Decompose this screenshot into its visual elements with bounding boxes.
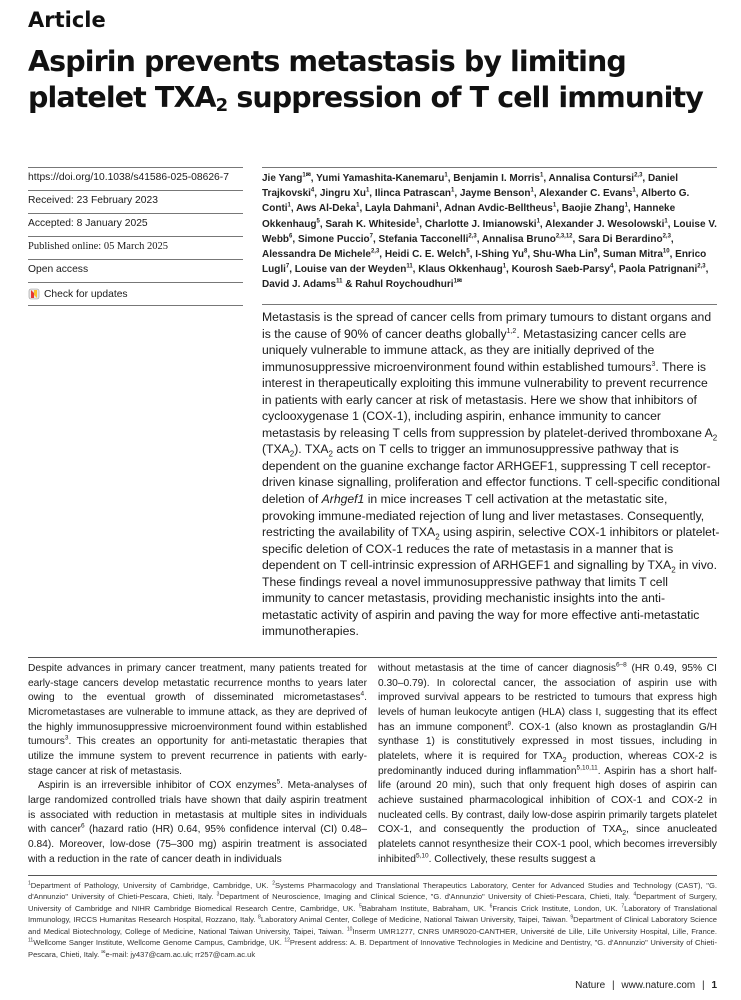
- abstract-text: Metastasis is the spread of cancer cells from primary tumours to distant organs and is the cause of 90% of cancer deaths globally$^{1,2}$. Metastasizing cancer cells are uniquely vulnerable to immune attack, as they are initially deprived of the immunosuppressive microenvironment found within established tumours$^3$. There is interest in therapeutically exploiting this immune vulnerability to prevent recurrence in patients with early cancer at risk of metastasis. Here we show that inhibitors of cyclooxygenase 1 (COX-1), including aspirin, enhance immunity to cancer metastasis by releasing T cells from suppression by platelet-derived thromboxane $A_2$ $(TXA_2)$. $TXA_2$ acts on T cells to trigger an immunosuppressive pathway that is dependent on the guanine exchange factor ARHGEF1, suppressing T cell receptor-driven kinase signalling, proliferation and effector functions. T cell-specific conditional deletion of Arhgef1 in mice increases T cell activation at the metastatic site, provoking immune-mediated rejection of lung and liver metastases. Consequently, restricting the availability of $TXA_2$ using aspirin, selective COX-1 inhibitors or platelet-specific deletion of COX-1 reduces the rate of metastasis in a manner that is dependent on T cell-intrinsic expression of ARHGEF1 and signalling by $TXA_2$ in vivo. These findings reveal a novel immunosuppressive pathway that limits T cell immunity to cancer metastasis, providing mechanistic insights into the anti-metastatic activity of aspirin and paving the way for more effective anti-metastatic immunotherapies.: [262, 310, 720, 639]
- affiliation-text: Department of Clinical Laboratory Science and Medical Biotechnology, College of Medicine, National Taiwan University, Taipei, Taiwan.: [28, 915, 717, 936]
- affiliation-text: Department of Surgery, University of Cambridge and NIHR Cambridge Biomedical Research Centre, Cambridge, UK.: [28, 892, 717, 913]
- journal-name: Nature: [575, 980, 606, 991]
- author-name[interactable]: Ilinca Patrascan: [374, 188, 452, 200]
- author-name[interactable]: Aws Al-Deka: [296, 203, 357, 215]
- accepted-date: Accepted: 8 January 2025: [28, 213, 243, 236]
- affiliations: [28, 880, 717, 960]
- journal-url[interactable]: www.nature.com: [621, 980, 696, 991]
- body-paragraph: Aspirin is an irreversible inhibitor of COX enzymes$^5$. Meta-analyses of large randomized controlled trials have shown that daily aspirin treatment is associated with reduction in metastasis at multiple sites in individuals with cancer$^6$ (hazard ratio (HR) 0.64, 95% confidence interval (CI) 0.48–0.84). Moreover, low-dose (75–300 mg) aspirin treatment is associated with a reduction in the rate of cancer death in individuals: [28, 778, 367, 865]
- author-name[interactable]: Suman Mitra: [602, 249, 663, 261]
- doi-link[interactable]: https://doi.org/10.1038/s41586-025-08626-7: [28, 167, 243, 190]
- title-line-1: Aspirin prevents metastasis by limiting: [28, 45, 626, 78]
- author-name[interactable]: Yumi Yamashita-Kanemaru: [316, 173, 445, 184]
- author-name[interactable]: Sarah K. Whiteside: [325, 218, 416, 230]
- affiliation-number: 2: [272, 880, 275, 887]
- author-name[interactable]: Stefania Tacconelli: [378, 233, 469, 245]
- author-list: Jie Yang$^{1✉}$, Yumi Yamashita-Kanemaru$^1$, Benjamin I. Morris$^1$, Annalisa Contursi$^{2,3}$, Daniel Trajkovski$^4$, Jingru Xu$^1$, Ilinca Patrascan$^1$, Jayme Benson$^1$, Alexander C. Evans$^1$, Alberto G. Conti$^1$, Aws Al-Deka$^1$, Layla Dahmani$^1$, Adnan Avdic-Belltheus$^1$, Baojie Zhang$^1$, Hanneke Okkenhaug$^5$, Sarah K. Whiteside$^1$, Charlotte J. Imianowski$^1$, Alexander J. Wesolowski$^1$, Louise V. Webb$^6$, Simone Puccio$^7$, Stefania Tacconelli$^{2,3}$, Annalisa Bruno$^{2,3,12}$, Sara Di Berardino$^{2,3}$, Alessandra De Michele$^{2,3}$, Heidi C. E. Welch$^5$, I-Shing Yu$^8$, Shu-Wha Lin$^9$, Suman Mitra$^{10}$, Enrico Lugli$^7$, Louise van der Weyden$^{11}$, Klaus Okkenhaug$^1$, Kourosh Saeb-Parsy$^4$, Paola Patrignani$^{2,3}$, David J. Adams$^{11}$ & Rahul Roychoudhuri$^{1✉}$: [262, 167, 717, 293]
- affiliation-number: 8: [258, 914, 261, 921]
- author-name[interactable]: Paola Patrignani: [618, 264, 698, 276]
- author-joiner: &: [342, 279, 356, 291]
- author-affiliation-ref: 1: [444, 172, 448, 179]
- affiliation-number: ✉: [101, 949, 106, 956]
- affiliation-text: Systems Pharmacology and Translational Therapeutics Laboratory, Center for Advanced Studies and Technology (CAST), "G. d'Annunzio" University of Chieti-Pescara, Chieti, Italy.: [28, 881, 717, 902]
- author-affiliation-ref: 6: [289, 233, 293, 240]
- author-affiliation-ref: 9: [593, 248, 598, 255]
- page-footer: [575, 980, 717, 991]
- author-affiliation-ref: 2,3: [662, 233, 671, 240]
- author-name[interactable]: Benjamin I. Morris: [453, 173, 540, 184]
- author-name[interactable]: Jie Yang: [262, 173, 303, 184]
- page-number: 1: [711, 980, 717, 991]
- author-affiliation-ref: 5: [466, 248, 470, 255]
- author-affiliation-ref: 1: [539, 172, 544, 179]
- affiliation-number: 6: [489, 903, 493, 910]
- affiliation-number: 9: [570, 914, 574, 921]
- affiliation-text: Department of Pathology, University of Cambridge, Cambridge, UK.: [30, 881, 273, 890]
- author-affiliation-ref: 1: [356, 203, 360, 210]
- affiliation-text: Babraham Institute, Babraham, UK.: [361, 903, 490, 913]
- received-date: Received: 23 February 2023: [28, 190, 243, 213]
- author-affiliation-ref: 1: [536, 218, 540, 225]
- article-type-label: Article: [28, 8, 106, 32]
- affiliation-number: 4: [633, 891, 637, 898]
- author-affiliation-ref: 2,3,12: [555, 233, 573, 240]
- affiliation-number: 12: [284, 937, 290, 944]
- abstract-divider: [28, 657, 717, 658]
- author-affiliation-ref: 1: [632, 187, 636, 194]
- check-for-updates-label: Check for updates: [44, 288, 128, 300]
- author-affiliation-ref: 11: [406, 263, 413, 270]
- footer-divider: |: [702, 980, 705, 991]
- author-name[interactable]: Charlotte J. Imianowski: [424, 218, 537, 230]
- title-line-2: platelet $TXA_2$ suppression of T cell immunity: [28, 81, 703, 116]
- author-affiliation-ref: 7: [369, 233, 373, 240]
- author-name[interactable]: Klaus Okkenhaug: [418, 264, 503, 276]
- author-name[interactable]: Kourosh Saeb-Parsy: [511, 264, 610, 276]
- body-paragraph: without metastasis at the time of cancer diagnosis$^{6-8}$ (HR 0.49, 95% CI 0.30–0.79). In colorectal cancer, the association of aspirin use with improved survival appears to be restricted to tumours that express high levels of human leukocyte antigen (HLA) class I, suggesting that its effect has an immune component$^9$. COX-1 (also known as prostaglandin G/H synthase 1) is constitutively expressed in most tissues, including in platelets, where it is required for $TXA_2$ production, whereas COX-2 is predominantly induced during inflammation$^{5,10,11}$. Aspirin has a short half-life (around 20 min), such that only frequent high doses of aspirin can achieve sustained pharmacological inhibition of COX-1 and COX-2 in nucleated cells. By contrast, daily low-dose aspirin primarily targets platelet COX-1, and consequently the production of $TXA_2$, since anucleated platelets cannot resynthesize their COX-1 pool, which becomes irreversibly inhibited$^{5,10}$. Collectively, these results suggest a: [378, 661, 717, 865]
- author-name[interactable]: Daniel Trajkovski: [262, 173, 678, 200]
- author-name[interactable]: Rahul Roychoudhuri: [355, 279, 454, 291]
- author-affiliation-ref: 1: [287, 203, 291, 210]
- author-affiliation-ref: 4: [310, 187, 315, 194]
- author-name[interactable]: Sara Di Berardino: [578, 233, 663, 245]
- author-affiliation-ref: 1: [664, 218, 668, 225]
- affiliation-text: Francis Crick Institute, London, UK.: [492, 903, 622, 913]
- body-column-right: [378, 662, 717, 867]
- author-name[interactable]: Alessandra De Michele: [262, 249, 371, 261]
- author-name[interactable]: Louise van der Weyden: [294, 264, 407, 276]
- author-affiliation-ref: 1: [451, 187, 455, 194]
- affiliation-text: Laboratory of Translational Immunology, IRCCS Humanitas Research Hospital, Rozzano, Italy.: [28, 903, 717, 925]
- author-affiliation-ref: 1: [435, 203, 439, 210]
- author-affiliation-ref: 2,3: [468, 233, 477, 240]
- author-name[interactable]: Adnan Avdic-Belltheus: [444, 203, 553, 215]
- affiliation-text: Present address: A. B. Department of Innovative Technologies in Medicine and Dentistry, "G. d'Annunzio" University of Chieti-Pescara, Chieti, Italy.: [28, 938, 717, 959]
- author-affiliation-ref: 1: [415, 218, 420, 225]
- affiliation-number: 5: [359, 903, 362, 910]
- author-name[interactable]: Alexander J. Wesolowski: [545, 218, 665, 230]
- author-affiliation-ref: 1: [502, 263, 507, 270]
- affiliation-text: e-mail: jy437@cam.ac.uk; rr257@cam.ac.uk: [105, 949, 256, 959]
- author-name[interactable]: Jingru Xu: [319, 188, 366, 200]
- author-affiliation-ref: 1: [624, 203, 628, 210]
- affiliation-text: Wellcome Sanger Institute, Wellcome Genome Campus, Cambridge, UK.: [33, 938, 285, 948]
- author-affiliation-ref: 1: [530, 187, 534, 194]
- author-name[interactable]: Simone Puccio: [297, 233, 370, 245]
- author-affiliation-ref: 8: [523, 248, 528, 255]
- author-name[interactable]: Baojie Zhang: [561, 203, 625, 215]
- author-name[interactable]: Shu-Wha Lin: [532, 249, 594, 261]
- author-name[interactable]: Alberto G. Conti: [262, 188, 690, 215]
- author-affiliation-ref: 1✉: [302, 172, 311, 179]
- author-name[interactable]: I-Shing Yu: [475, 249, 524, 261]
- author-name[interactable]: David J. Adams: [262, 279, 337, 291]
- author-name[interactable]: Layla Dahmani: [365, 203, 436, 215]
- affiliations-divider: [28, 875, 717, 876]
- affiliation-number: 7: [621, 903, 625, 910]
- affiliation-number: 3: [216, 891, 220, 898]
- author-affiliation-ref: 10: [662, 248, 670, 255]
- author-affiliation-ref: 7: [285, 263, 290, 270]
- body-paragraph: Despite advances in primary cancer treatment, many patients treated for early-stage cancers develop metastatic recurrence months to years later owing to the eventual growth of disseminated micrometastases$^4$. Micrometastases are vulnerable to immune attack, as they are deprived of the highly immunosuppressive microenvironment found within established tumours$^3$. This creates an opportunity for anti-metastatic therapies that utilize the immune system to prevent recurrence in patients with early-stage cancer at risk of metastasis.: [28, 663, 367, 777]
- author-affiliation-ref: 1: [365, 187, 370, 194]
- author-name[interactable]: Heidi C. E. Welch: [384, 249, 467, 261]
- author-name[interactable]: Annalisa Bruno: [481, 233, 556, 245]
- author-affiliation-ref: 4: [609, 263, 614, 270]
- author-name[interactable]: Louise V. Webb: [262, 218, 717, 245]
- author-affiliation-ref: 5: [316, 218, 320, 225]
- author-name[interactable]: Hanneke Okkenhaug: [262, 203, 676, 230]
- author-affiliation-ref: 1✉: [453, 279, 462, 286]
- affiliation-number: 11: [28, 937, 34, 944]
- author-name[interactable]: Annalisa Contursi: [548, 173, 635, 184]
- author-divider: [262, 304, 717, 305]
- affiliation-text: Department of Neuroscience, Imaging and Clinical Science, "G. d'Annunzio" University of Chieti-Pescara, Chieti, Italy.: [219, 892, 634, 902]
- article-title: [28, 44, 728, 116]
- abstract: [262, 309, 720, 640]
- article-meta: [28, 167, 243, 306]
- footer-divider: |: [611, 980, 615, 991]
- affiliation-number: 1: [28, 880, 31, 887]
- open-access-label: Open access: [28, 259, 243, 282]
- author-affiliation-ref: 2,3: [697, 263, 706, 270]
- author-affiliation-ref: 1: [552, 203, 557, 210]
- author-affiliation-ref: 2,3: [634, 172, 643, 179]
- check-for-updates-button[interactable]: [28, 282, 243, 306]
- author-name[interactable]: Enrico Lugli: [262, 249, 707, 276]
- affiliation-text: Inserm UMR1277, CNRS UMR9020-CANTHER, Université de Lille, Lille University Hospital, Lille, France.: [352, 926, 717, 936]
- body-column-left: [28, 662, 367, 867]
- affiliation-number: 10: [346, 926, 353, 933]
- published-date: Published online: 05 March 2025: [28, 236, 243, 259]
- author-affiliation-ref: 11: [336, 279, 343, 286]
- author-name[interactable]: Jayme Benson: [459, 188, 531, 200]
- author-name[interactable]: Alexander C. Evans: [539, 188, 633, 200]
- author-affiliation-ref: 2,3: [370, 248, 380, 255]
- affiliation-text: Laboratory Animal Center, College of Medicine, National Taiwan University, Taipei, Taiwan.: [260, 915, 571, 925]
- crossmark-icon: [28, 288, 40, 300]
